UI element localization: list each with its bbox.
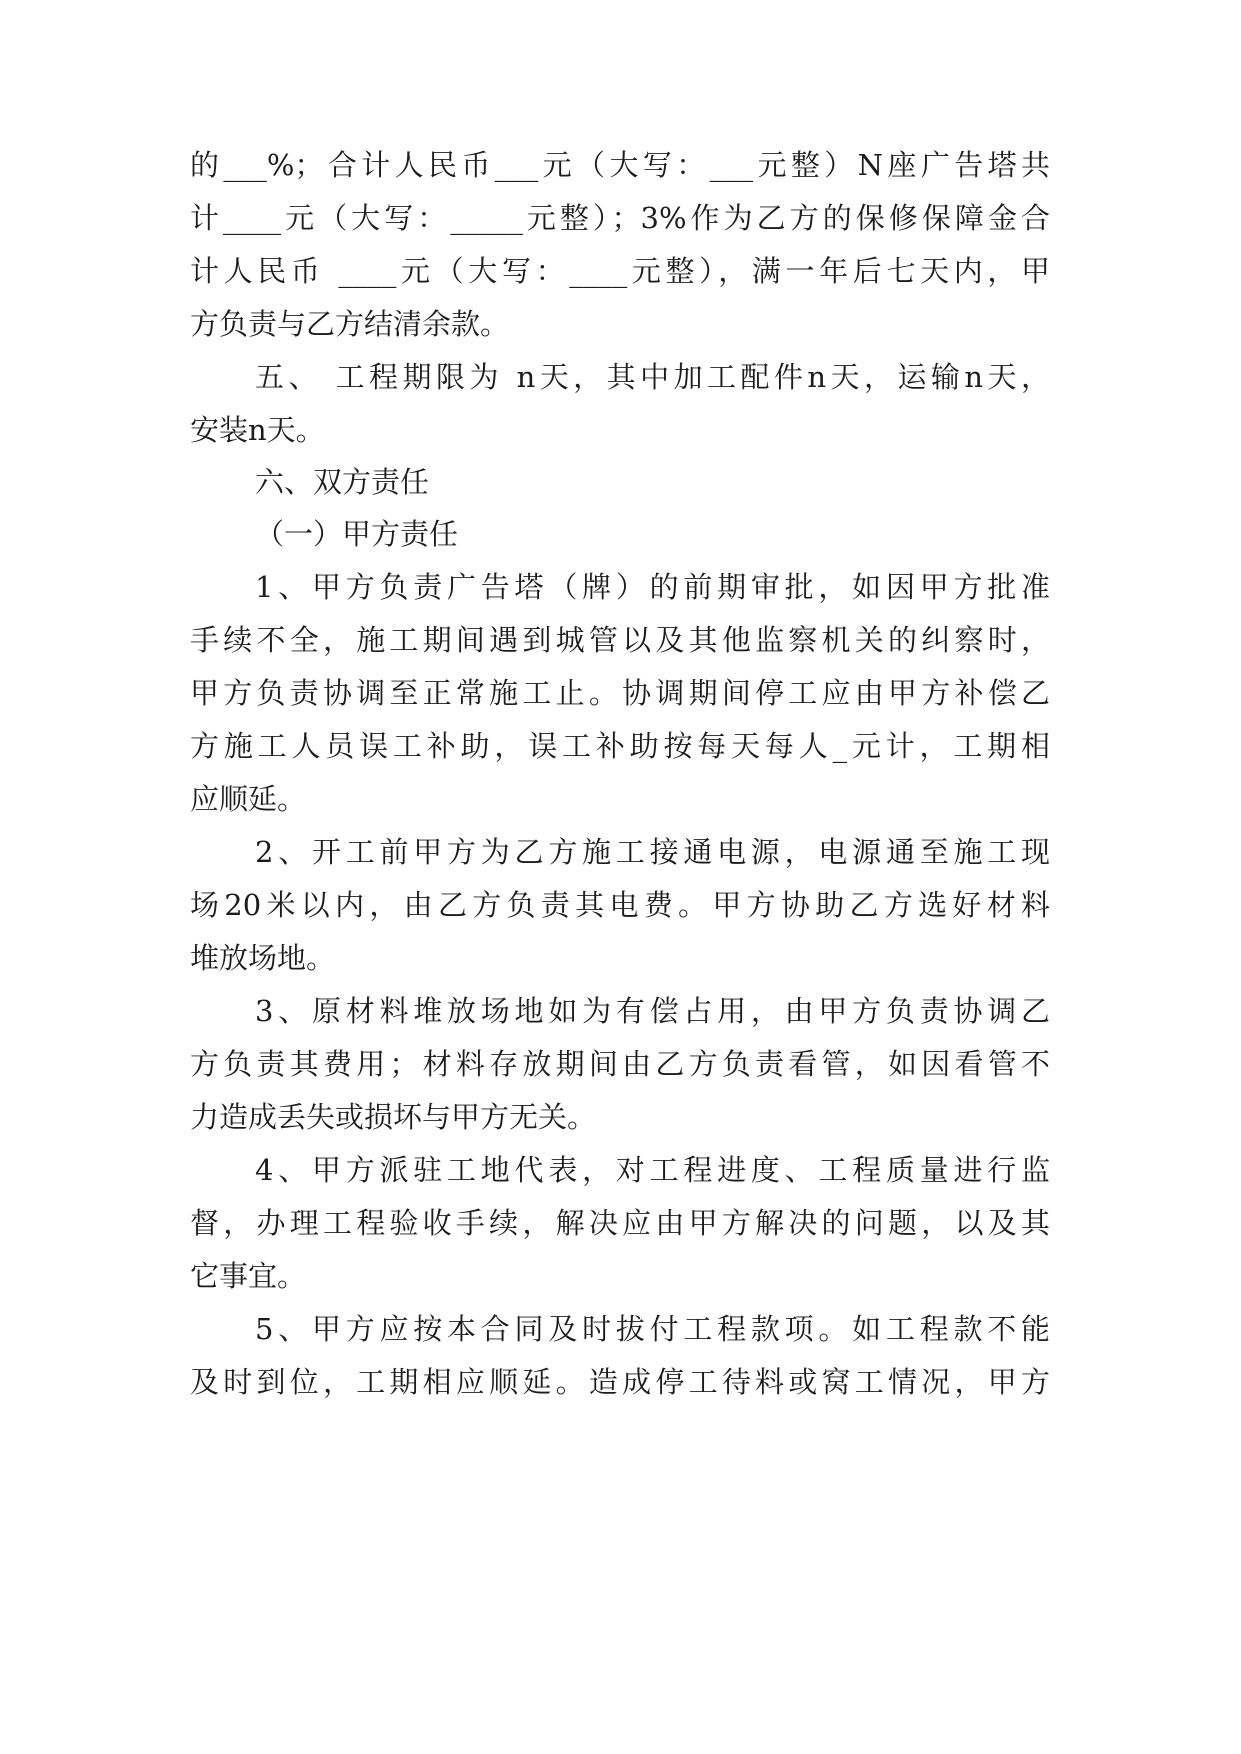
text-line: 堆放场地。 (190, 941, 336, 975)
text-line: 及时到位，工期相应顺延。造成停工待料或窝工情况，甲方 (190, 1365, 1050, 1399)
section-heading-duties: 六、双方责任 (255, 465, 430, 499)
text-line: 场20米以内，由乙方负责其电费。甲方协助乙方选好材料 (190, 888, 1050, 922)
text-line: 的___%；合计人民币___元（大写：___元整）N座广告塔共 (190, 148, 1050, 182)
text-line: 方负责其费用；材料存放期间由乙方负责看管，如因看管不 (190, 1047, 1050, 1081)
section-five-line: 五、 工程期限为 n天，其中加工配件n天，运输n天， (255, 360, 1050, 394)
text-line: 方负责与乙方结清余款。 (190, 307, 510, 341)
text-line: 督，办理工程验收手续，解决应由甲方解决的问题，以及其 (190, 1206, 1050, 1240)
text-line: 它事宜。 (190, 1259, 307, 1293)
clause-1-line: 1、甲方负责广告塔（牌）的前期审批，如因甲方批准 (255, 570, 1050, 604)
subsection-heading-party-a: （一）甲方责任 (255, 517, 459, 551)
text-line: 手续不全，施工期间遇到城管以及其他监察机关的纠察时， (190, 623, 1050, 657)
text-line: 应顺延。 (190, 782, 307, 816)
text-line: 计____元（大写：_____元整）；3%作为乙方的保修保障金合 (190, 201, 1050, 235)
clause-2-line: 2、开工前甲方为乙方施工接通电源，电源通至施工现 (255, 835, 1050, 869)
text-line: 力造成丢失或损坏与甲方无关。 (190, 1100, 597, 1134)
text-line: 安装n天。 (190, 413, 325, 447)
text-line: 方施工人员误工补助，误工补助按每天每人_元计，工期相 (190, 729, 1050, 763)
clause-4-line: 4、甲方派驻工地代表，对工程进度、工程质量进行监 (255, 1153, 1050, 1187)
clause-5-line: 5、甲方应按本合同及时拔付工程款项。如工程款不能 (255, 1312, 1050, 1346)
text-line: 甲方负责协调至正常施工止。协调期间停工应由甲方补偿乙 (190, 676, 1050, 710)
text-line: 计人民币 ____元（大写：____元整），满一年后七天内，甲 (190, 254, 1050, 288)
clause-3-line: 3、原材料堆放场地如为有偿占用，由甲方负责协调乙 (255, 994, 1050, 1028)
